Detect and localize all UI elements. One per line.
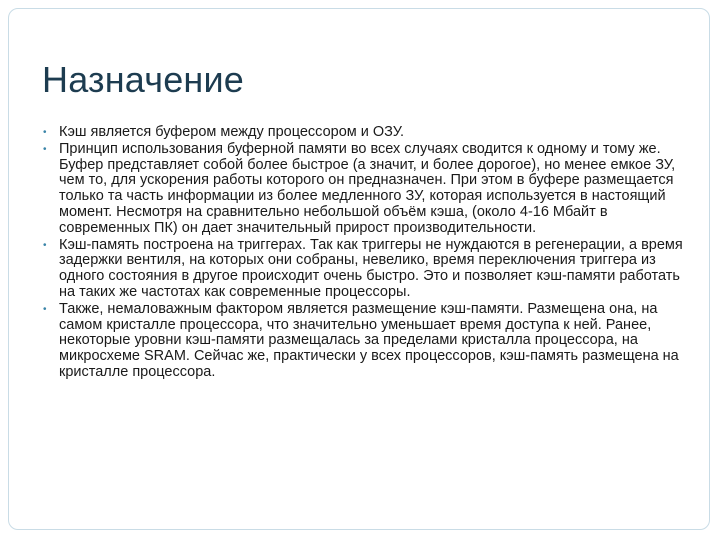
bullet-item bbox=[43, 302, 683, 381]
bullet-dot-icon: • bbox=[43, 303, 47, 315]
bullet-text: Кэш-память построена на триггерах. Так как триггеры не нуждаются в регенерации, а время задержки вентиля, на которых они собраны, невелико, время переключения триггера из одного состояния в другое происходит очень быстро. Это и позволяет кэш-памяти работать на таких же частотах как современные процессоры. bbox=[59, 236, 683, 300]
bullet-dot-icon: • bbox=[43, 143, 47, 155]
slide-title: Назначение bbox=[42, 59, 245, 100]
bullet-list bbox=[43, 125, 683, 382]
bullet-item bbox=[43, 238, 683, 301]
bullet-dot-icon: • bbox=[43, 127, 47, 138]
bullet-item bbox=[43, 125, 683, 141]
bullet-text: Кэш является буфером между процессором и ОЗУ. bbox=[59, 124, 405, 140]
bullet-text: Также, немаловажным фактором является размещение кэш-памяти. Размещена она, на самом кристалле процессора, что значительно уменьшает время доступа к ней. Ранее, некоторые уровни кэш-памяти размещалась за пределами кристалла процессора, на микросхеме SRAM. Сейчас же, практически у всех процессоров, кэш-память размещена на кристалле процессора. bbox=[59, 300, 679, 380]
bullet-item bbox=[43, 142, 683, 237]
bullet-dot-icon: • bbox=[43, 239, 47, 251]
bullet-text: Принцип использования буферной памяти во всех случаях сводится к одному и тому же. Буфер представляет собой более быстрое (а значит, и более дорогое), но менее емкое ЗУ, чем то, для ускорения работы которого он предназначен. При этом в буфере размещается только та часть информации из более медленного ЗУ, которая используется в настоящий момент. Несмотря на сравнительно небольшой объём кэша, (около 4-16 Мбайт в современных ПК) он дает значительный прирост производительности. bbox=[59, 140, 676, 236]
